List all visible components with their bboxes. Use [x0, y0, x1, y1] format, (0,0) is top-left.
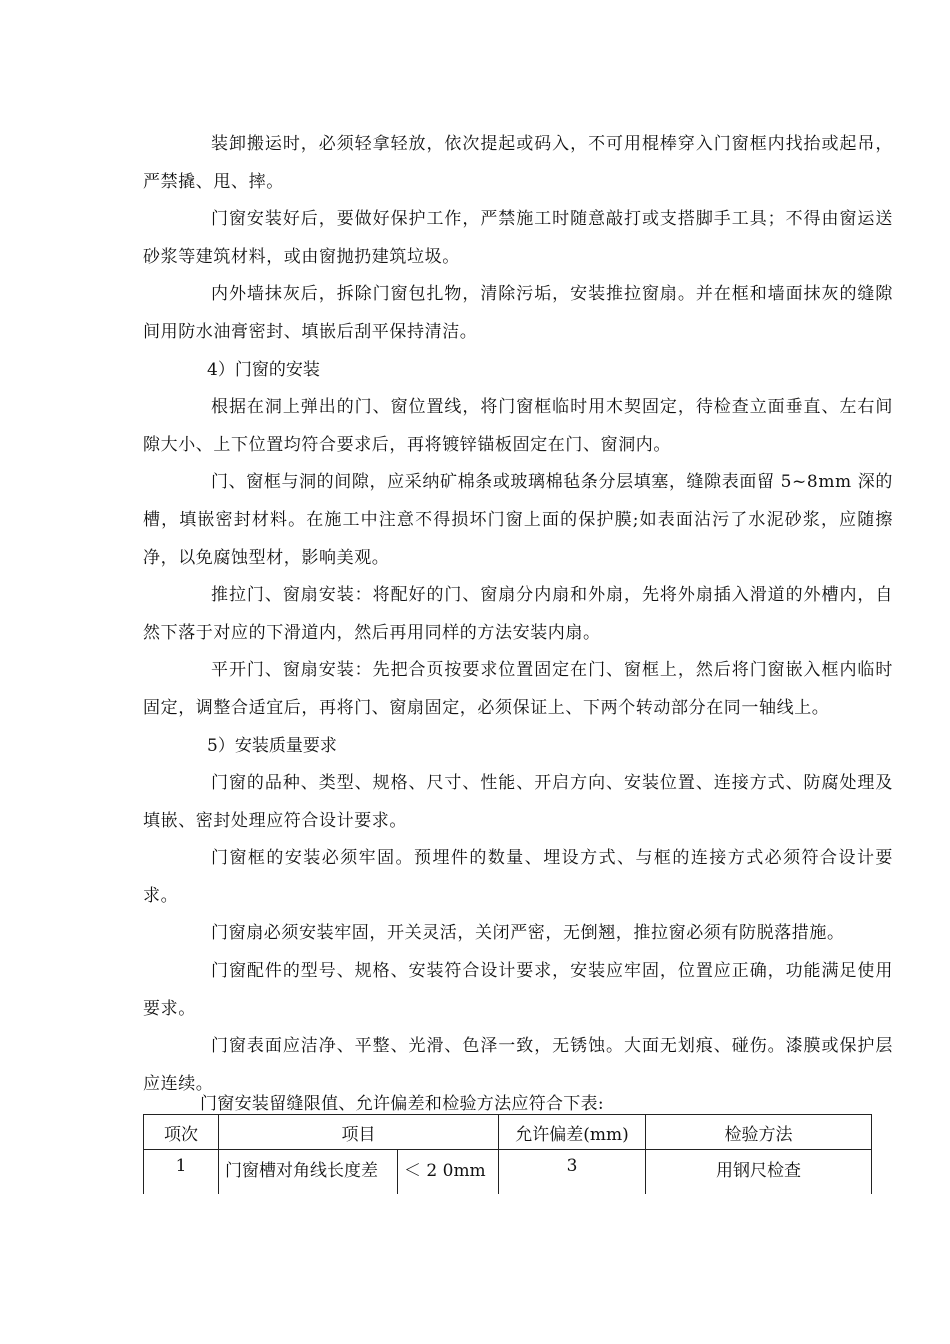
cell-tolerance: 3: [499, 1150, 646, 1195]
header-item: 项目: [219, 1115, 499, 1150]
paragraph-frame-fixing: 根据在洞上弹出的门、窗位置线，将门窗框临时用木契固定，待检查立面垂直、左右间隙大小、上下位置均符合要求后，再将镀锌锚板固定在门、窗洞内。: [143, 397, 893, 455]
table-header-row: [144, 1115, 872, 1150]
table-row: [144, 1150, 872, 1195]
header-no: 项次: [144, 1115, 219, 1150]
paragraph-sliding-sash: 推拉门、窗扇安装：将配好的门、窗扇分内扇和外扇，先将外扇插入滑道的外槽内，自然下落于对应的下滑道内，然后再用同样的方法安装内扇。: [143, 585, 893, 643]
cell-no: 1: [144, 1150, 219, 1195]
section-heading-installation: 4）门窗的安装: [207, 359, 320, 380]
paragraph-quality-4: 门窗配件的型号、规格、安装符合设计要求，安装应牢固，位置应正确，功能满足使用要求。: [143, 961, 893, 1019]
paragraph-casement-sash: 平开门、窗扇安装：先把合页按要求位置固定在门、窗框上，然后将门窗嵌入框内临时固定，调整合适宜后，再将门、窗扇固定，必须保证上、下两个转动部分在同一轴线上。: [143, 660, 893, 718]
section-heading-quality: 5）安装质量要求: [207, 735, 337, 756]
paragraph-gap-filling: 门、窗框与洞的间隙，应采纳矿棉条或玻璃棉毡条分层填塞，缝隙表面留 5~8mm 深的槽，填嵌密封材料。在施工中注意不得损坏门窗上面的保护膜;如表面沾污了水泥砂浆，应随擦净，以免腐蚀型材，影响美观。: [143, 472, 893, 568]
paragraph-plastering: 内外墙抹灰后，拆除门窗包扎物，清除污垢，安装推拉窗扇。并在框和墙面抹灰的缝隙间用防水油膏密封、填嵌后刮平保持清洁。: [143, 284, 893, 342]
paragraph-handling: 装卸搬运时，必须轻拿轻放，依次提起或码入，不可用棍棒穿入门窗框内找抬或起吊，严禁撬、甩、摔。: [143, 134, 893, 192]
header-method: 检验方法: [646, 1115, 872, 1150]
document-body: [143, 126, 893, 1103]
cell-item: 门窗槽对角线长度差: [219, 1150, 398, 1195]
paragraph-quality-1: 门窗的品种、类型、规格、尺寸、性能、开启方向、安装位置、连接方式、防腐处理及填嵌、密封处理应符合设计要求。: [143, 773, 893, 831]
paragraph-quality-2: 门窗框的安装必须牢固。预埋件的数量、埋设方式、与框的连接方式必须符合设计要求。: [143, 848, 893, 906]
paragraph-protection: 门窗安装好后，要做好保护工作，严禁施工时随意敲打或支搭脚手工具；不得由窗运送砂浆等建筑材料，或由窗抛扔建筑垃圾。: [143, 209, 893, 267]
header-tolerance: 允许偏差(mm): [499, 1115, 646, 1150]
tolerance-table: [143, 1114, 872, 1194]
cell-range: ＜ 2 0mm: [398, 1150, 499, 1195]
paragraph-quality-3: 门窗扇必须安装牢固，开关灵活，关闭严密，无倒翘，推拉窗必须有防脱落措施。: [211, 923, 845, 944]
paragraph-quality-5: 门窗表面应洁净、平整、光滑、色泽一致，无锈蚀。大面无划痕、碰伤。漆膜或保护层应连续。: [143, 1036, 893, 1094]
table-caption: 门窗安装留缝限值、允许偏差和检验方法应符合下表:: [200, 1094, 604, 1114]
cell-method: 用钢尺检查: [646, 1150, 872, 1195]
